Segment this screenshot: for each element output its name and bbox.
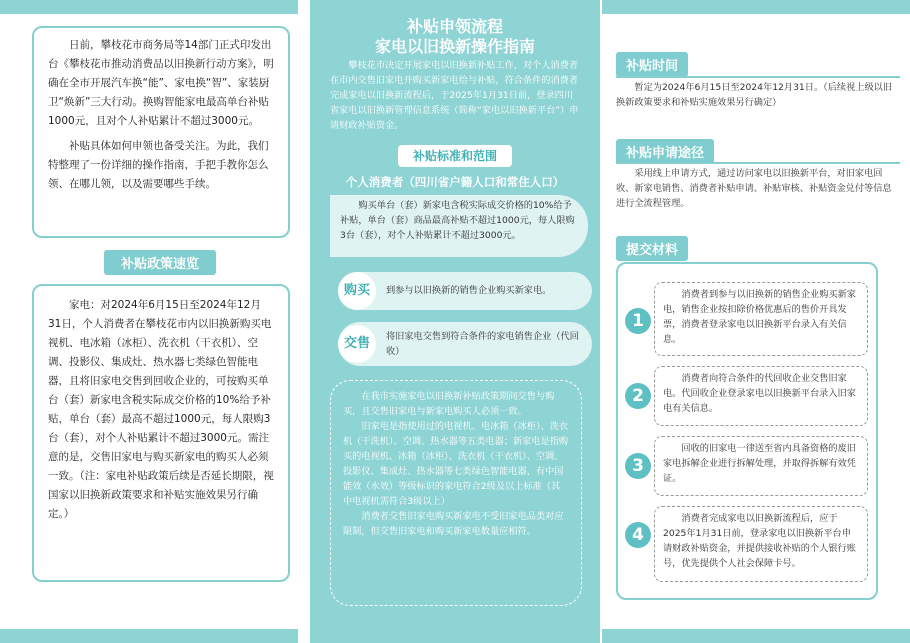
policy-text: 家电：对2024年6月15日至2024年12月31日，个人消费者在攀枝花市内以旧换新购买电视机、电冰箱（冰柜）、洗衣机（干衣机）、空调、投影仪、集成灶、热水器七类绿色智能电器，且将旧家电交售到回收企业的，可按购买单台（套）新家电含税实际成交价格的10%给予补贴，单台（套）最高不超过1000元，每人限购3台（套），对个人补贴累计不超过3000元。需注意的是，交售旧家电与购买新家电的购买人必须一致。（注：家电补贴政策后续是否延长期限，视国家以旧换新政策要求和补贴实施效果另行确定。） (48, 299, 274, 520)
middle-title-1: 补贴申领流程 (406, 17, 503, 36)
step-text-2: 消费者向符合条件的代回收企业交售旧家电。代回收企业登录家电以旧换新平台录入旧家电有关信息。 (663, 373, 856, 414)
sell-label: 交售 (338, 325, 376, 363)
note-paragraph-2: 旧家电是指使用过的电视机、电冰箱（冰柜）、洗衣机（干洗机）、空调、热水器等五类电器；新家电是指购买的电视机、冰箱（冰柜）、洗衣机（干衣机）、空调、投影仪、集成灶、热水器等七类绿色智能电器，有中国能效（水效）等级标识的家电符合2级及以上标准（其中电视机需符合3级以上） (343, 421, 569, 507)
note-box (330, 380, 582, 606)
note-paragraph-1: 在我市实施家电以旧换新补贴政策期间交售与购买，且交售旧家电与新家电购买人必须一致。 (343, 391, 555, 417)
time-title: 补贴时间 (616, 52, 688, 77)
sell-row (338, 322, 592, 366)
left-panel (0, 0, 300, 643)
step-number-4: 4 (625, 522, 651, 548)
step-text-4: 消费者完成家电以旧换新流程后，应于2025年1月31日前，登录家电以旧换新平台申请财政补贴资金，并提供接收补贴的个人银行账号，优先提供个人社会保障卡号。 (663, 513, 856, 569)
consumer-title: 个人消费者（四川省户籍人口和常住人口） (345, 175, 565, 189)
time-text: 暂定为2024年6月15日至2024年12月31日。（后续视上级以旧换新政策要求和补贴实施效果另行确定） (616, 76, 900, 110)
route-text: 采用线上申请方式，通过访问家电以旧换新平台，对旧家电回收、新家电销售、消费者补贴申请、补贴审核、补贴资金兑付等信息进行全流程管理。 (616, 162, 900, 211)
middle-panel (310, 0, 600, 643)
step-card-1 (654, 282, 868, 356)
note-paragraph-3: 消费者交售旧家电购买新家电不受旧家电品类对应限制，但交售旧家电和购买新家电数量应相符。 (343, 511, 564, 537)
materials-title: 提交材料 (616, 236, 688, 261)
middle-intro: 攀枝花市决定开展家电以旧换新补贴工作，对个人消费者在市内交售旧家电并购买新家电给与补贴，符合条件的消费者完成家电以旧换新流程后，于2025年1月31日前，登录四川省家电以旧换新管理信息系统（简称“家电以旧换新平台”）申请财政补贴资金。 (330, 60, 579, 131)
step-text-1: 消费者到参与以旧换新的销售企业购买新家电，销售企业按扣除价格优惠后的售价开具发票，消费者登录家电以旧换新平台录入有关信息。 (663, 289, 856, 345)
step-card-2 (654, 366, 868, 426)
sell-text: 将旧家电交售到符合条件的家电销售企业（代回收） (386, 331, 579, 357)
standard-title: 补贴标准和范围 (398, 145, 512, 167)
step-number-3: 3 (625, 453, 651, 479)
intro-box (32, 26, 290, 238)
buy-text: 到参与以旧换新的销售企业购买新家电。 (386, 285, 552, 296)
consumer-box (330, 195, 588, 257)
policy-title: 补贴政策速览 (104, 250, 216, 275)
right-panel (610, 0, 910, 643)
step-number-1: 1 (625, 308, 651, 334)
step-card-4 (654, 506, 868, 582)
intro-paragraph-1: 日前，攀枝花市商务局等14部门正式印发出台《攀枝花市推动消费品以旧换新行动方案》，明确在全市开展汽车换“能”、家电换“智”、家装厨卫“焕新”三大行动。换购智能家电最高单台补贴1000元，且对个人补贴累计不超过3000元。 (48, 39, 274, 127)
intro-paragraph-2: 补贴具体如何申领也备受关注。为此，我们特整理了一份详细的操作指南，手把手教你怎么领、在哪儿领，以及需要哪些手续。 (48, 140, 269, 190)
step-number-2: 2 (625, 383, 651, 409)
consumer-text: 购买单台（套）新家电含税实际成交价格的10%给予补贴，单台（套）商品最高补贴不超过1000元，每人限购3台（套），对个人补贴累计不超过3000元。 (340, 200, 575, 241)
buy-row (338, 272, 592, 310)
policy-box (32, 284, 290, 582)
route-title: 补贴申请途径 (616, 139, 714, 164)
step-card-3 (654, 436, 868, 496)
buy-label: 购买 (338, 272, 376, 310)
middle-title-2: 家电以旧换新操作指南 (374, 37, 535, 56)
step-text-3: 回收的旧家电一律送至省内具备资格的废旧家电拆解企业进行拆解处理，并取得拆解有效凭证。 (663, 443, 856, 484)
